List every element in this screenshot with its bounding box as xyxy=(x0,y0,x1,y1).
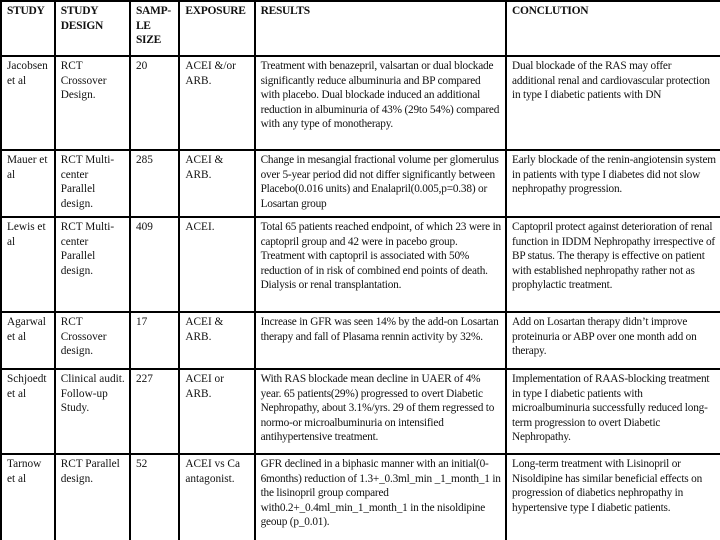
table-row xyxy=(1,217,720,312)
cell-results: With RAS blockade mean decline in UAER of 4% year. 65 patients(29%) progressed to overt Diabetic Nephropathy, about 3.1%/yrs. 29 of them regressed to normo-or microalbuminuria on intensified antihypertensive treatment. xyxy=(255,369,506,454)
cell-results: Change in mesangial fractional volume per glomerulus over 5-year period did not differ significantly between Placebo(0.016 units) and Enalapril(0.005,p=0.38) or Losartan group xyxy=(255,150,506,217)
header-exposure: EXPOSURE xyxy=(179,1,254,56)
table-row xyxy=(1,56,720,150)
cell-conclusion: Early blockade of the renin-angiotensin system in patients with type I diabetes did not slow nephropathy progression. xyxy=(506,150,720,217)
cell-design: RCT Multi-center Parallel design. xyxy=(55,217,130,312)
cell-design: RCT Crossover design. xyxy=(55,312,130,369)
cell-size: 227 xyxy=(130,369,179,454)
cell-exposure: ACEI. xyxy=(179,217,254,312)
cell-conclusion: Long-term treatment with Lisinopril or Nisoldipine has similar beneficial effects on progression of diabetics nephropathy in hypertensive type I diabetic patients. xyxy=(506,454,720,540)
cell-exposure: ACEI or ARB. xyxy=(179,369,254,454)
cell-exposure: ACEI & ARB. xyxy=(179,150,254,217)
cell-exposure: ACEI &/or ARB. xyxy=(179,56,254,150)
cell-results: Increase in GFR was seen 14% by the add-on Losartan therapy and fall of Plasama rennin activity by 32%. xyxy=(255,312,506,369)
cell-results: Treatment with benazepril, valsartan or dual blockade significantly reduce albuminuria and BP compared with placebo. Dual blockade induced an additional reduction in albuminuria of 43% (29to 54%) compared with any type of monotherapy. xyxy=(255,56,506,150)
cell-design: RCT Parallel design. xyxy=(55,454,130,540)
table-row xyxy=(1,369,720,454)
cell-exposure: ACEI & ARB. xyxy=(179,312,254,369)
table-row xyxy=(1,312,720,369)
header-conclusion: CONCLUTION xyxy=(506,1,720,56)
cell-study: Jacobsen et al xyxy=(1,56,55,150)
header-sample-size: SAMP-LE SIZE xyxy=(130,1,179,56)
cell-conclusion: Implementation of RAAS-blocking treatment in type I diabetic patients with microalbuminuria successfully reduced long-term progression to overt Diabetic Nephropathy. xyxy=(506,369,720,454)
cell-study: Agarwal et al xyxy=(1,312,55,369)
cell-study: Lewis et al xyxy=(1,217,55,312)
cell-conclusion: Dual blockade of the RAS may offer additional renal and cardiovascular protection in type I diabetic patients with DN xyxy=(506,56,720,150)
table-row xyxy=(1,454,720,540)
cell-design: RCT Multi-center Parallel design. xyxy=(55,150,130,217)
table-row xyxy=(1,150,720,217)
cell-size: 285 xyxy=(130,150,179,217)
cell-conclusion: Captopril protect against deterioration of renal function in IDDM Nephropathy irrespective of BP status. The therapy is effective on patient with established nephropathy rather not as prophylactic treatment. xyxy=(506,217,720,312)
header-results: RESULTS xyxy=(255,1,506,56)
table-header-row xyxy=(1,1,720,56)
cell-exposure: ACEI vs Ca antagonist. xyxy=(179,454,254,540)
cell-study: Tarnow et al xyxy=(1,454,55,540)
header-study-design: STUDY DESIGN xyxy=(55,1,130,56)
cell-design: RCT Crossover Design. xyxy=(55,56,130,150)
cell-size: 20 xyxy=(130,56,179,150)
cell-study: Mauer et al xyxy=(1,150,55,217)
cell-design: Clinical audit. Follow-up Study. xyxy=(55,369,130,454)
cell-results: GFR declined in a biphasic manner with an initial(0-6months) reduction of 1.3+_0.3ml_min _1_month_1 in the lisinopril group compared with0.2+_0.4ml_min_1_month_1 in the nisoldipine geoup (p_0.01). xyxy=(255,454,506,540)
cell-study: Schjoedt et al xyxy=(1,369,55,454)
header-study: STUDY xyxy=(1,1,55,56)
cell-size: 17 xyxy=(130,312,179,369)
cell-conclusion: Add on Losartan therapy didn’t improve proteinuria or ABP over one month add on therapy. xyxy=(506,312,720,369)
cell-results: Total 65 patients reached endpoint, of which 23 were in captopril group and 42 were in pacebo group. Treatment with captopril is associated with 50% reduction of in risk of combined end points of death. Dialysis or renal transplantation. xyxy=(255,217,506,312)
cell-size: 52 xyxy=(130,454,179,540)
cell-size: 409 xyxy=(130,217,179,312)
